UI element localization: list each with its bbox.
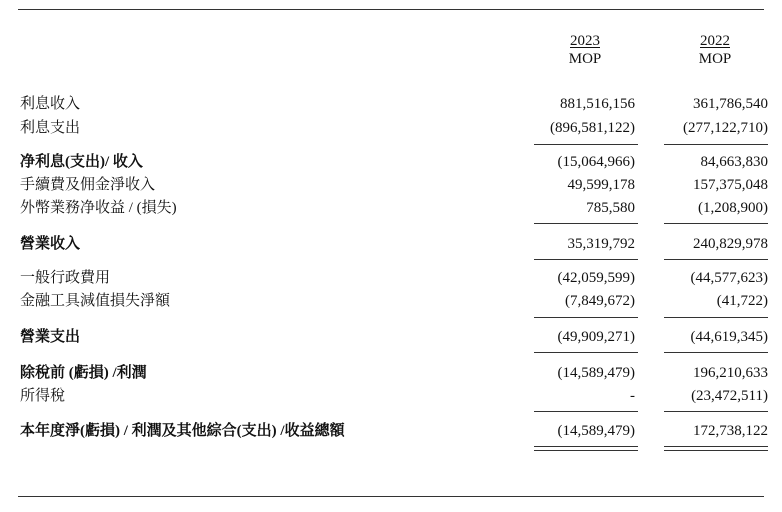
value-2022: 172,738,122	[693, 423, 768, 439]
total-double-rule-2023	[534, 446, 638, 451]
subtotal-rule-2023	[534, 259, 638, 260]
value-2022: 157,375,048	[693, 177, 768, 193]
row-label: 利息收入	[20, 96, 81, 112]
statement-row-profit-before-tax	[0, 362, 782, 384]
value-2023: (896,581,122)	[550, 120, 635, 136]
subtotal-rule-2022	[664, 223, 768, 224]
value-2023: 785,580	[586, 200, 635, 216]
row-label: 外幣業務净收益 / (損失)	[20, 200, 177, 216]
value-2022: (44,577,623)	[690, 270, 768, 286]
column-unit-2023: MOP	[568, 51, 602, 67]
column-header-2023	[530, 32, 640, 68]
value-2022: 84,663,830	[700, 154, 768, 170]
column-year-2023: 2023	[570, 33, 600, 49]
value-2022: 196,210,633	[693, 365, 768, 381]
column-header-2022	[660, 32, 770, 68]
value-2023: (14,589,479)	[557, 365, 635, 381]
row-label: 所得稅	[20, 388, 66, 404]
row-label: 手續費及佣金淨收入	[20, 177, 156, 193]
value-2023: (15,064,966)	[557, 154, 635, 170]
subtotal-rule-2023	[534, 317, 638, 318]
row-label: 净利息(支出)/ 收入	[20, 154, 143, 170]
value-2023: -	[630, 388, 635, 404]
value-2022: (23,472,511)	[691, 388, 768, 404]
value-2023: (42,059,599)	[557, 270, 635, 286]
subtotal-rule-2023	[534, 144, 638, 145]
statement-row-interest-income	[0, 93, 782, 115]
row-label: 營業收入	[20, 236, 81, 252]
statement-row-income-tax	[0, 385, 782, 407]
value-2022: 361,786,540	[693, 96, 768, 112]
statement-row-fee-commission	[0, 174, 782, 196]
subtotal-rule-2022	[664, 411, 768, 412]
column-unit-2022: MOP	[698, 51, 732, 67]
subtotal-rule-2022	[664, 144, 768, 145]
value-2023: (7,849,672)	[565, 293, 635, 309]
bottom-rule	[18, 496, 764, 497]
subtotal-rule-2022	[664, 317, 768, 318]
statement-row-admin-expenses	[0, 267, 782, 289]
row-label: 營業支出	[20, 329, 81, 345]
value-2022: (44,619,345)	[690, 329, 768, 345]
total-double-rule-2022	[664, 446, 768, 451]
value-2023: (14,589,479)	[557, 423, 635, 439]
row-label: 利息支出	[20, 120, 81, 136]
subtotal-rule-2023	[534, 411, 638, 412]
value-2023: 49,599,178	[567, 177, 635, 193]
statement-row-fx-gain	[0, 197, 782, 219]
value-2022: (277,122,710)	[683, 120, 768, 136]
row-label: 一般行政費用	[20, 270, 111, 286]
subtotal-rule-2022	[664, 259, 768, 260]
column-year-2022: 2022	[700, 33, 730, 49]
subtotal-rule-2023	[534, 352, 638, 353]
row-label: 除稅前 (虧損) /利潤	[20, 365, 147, 381]
subtotal-rule-2022	[664, 352, 768, 353]
value-2022: (1,208,900)	[698, 200, 768, 216]
statement-row-impairment-loss	[0, 290, 782, 312]
statement-row-operating-expenses	[0, 326, 782, 348]
statement-row-interest-expense	[0, 117, 782, 139]
row-label: 金融工具減值損失淨額	[20, 293, 171, 309]
subtotal-rule-2023	[534, 223, 638, 224]
statement-row-operating-income	[0, 233, 782, 255]
top-rule	[18, 9, 764, 10]
value-2023: (49,909,271)	[557, 329, 635, 345]
value-2022: (41,722)	[716, 293, 768, 309]
statement-row-net-interest	[0, 151, 782, 173]
value-2023: 35,319,792	[567, 236, 635, 252]
value-2023: 881,516,156	[560, 96, 635, 112]
row-label: 本年度淨(虧損) / 利潤及其他綜合(支出) /收益總額	[20, 423, 345, 439]
statement-row-total-comprehensive	[0, 420, 782, 442]
value-2022: 240,829,978	[693, 236, 768, 252]
